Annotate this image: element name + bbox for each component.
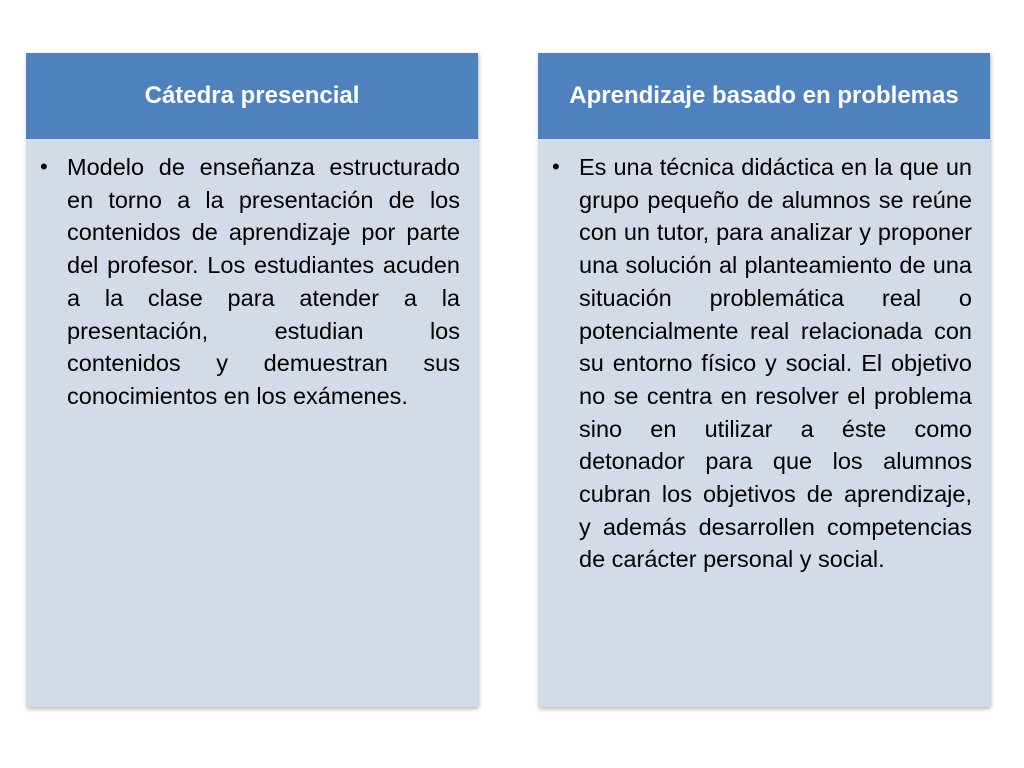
bullet-text: Modelo de enseñanza estructurado en torno a la presentación de los contenidos de aprendizaje por parte del profesor. Los estudiantes acuden a la clase para atender a la presentación, estudian los contenidos y demuestran sus conocimientos en los exámenes. [67,154,460,409]
card-title: Aprendizaje basado en problemas [538,53,990,139]
list-item [552,151,972,576]
bullet-icon: • [40,154,48,179]
card-catedra-presencial [26,53,478,707]
bullet-text: Es una técnica didáctica en la que un grupo pequeño de alumnos se reúne con un tutor, para analizar y proponer una solución al planteamiento de una situación problemática real o potencialmente real relacionada con su entorno físico y social. El objetivo no se centra en resolver el problema sino en utilizar a éste como detonador para que los alumnos cubran los objetivos de aprendizaje, y además desarrollen competencias de carácter personal y social. [579,154,972,573]
card-aprendizaje-basado-en-problemas [538,53,990,707]
list-item [40,151,460,413]
card-body [538,139,990,576]
card-title: Cátedra presencial [26,53,478,139]
bullet-icon: • [552,154,560,179]
card-body [26,139,478,413]
